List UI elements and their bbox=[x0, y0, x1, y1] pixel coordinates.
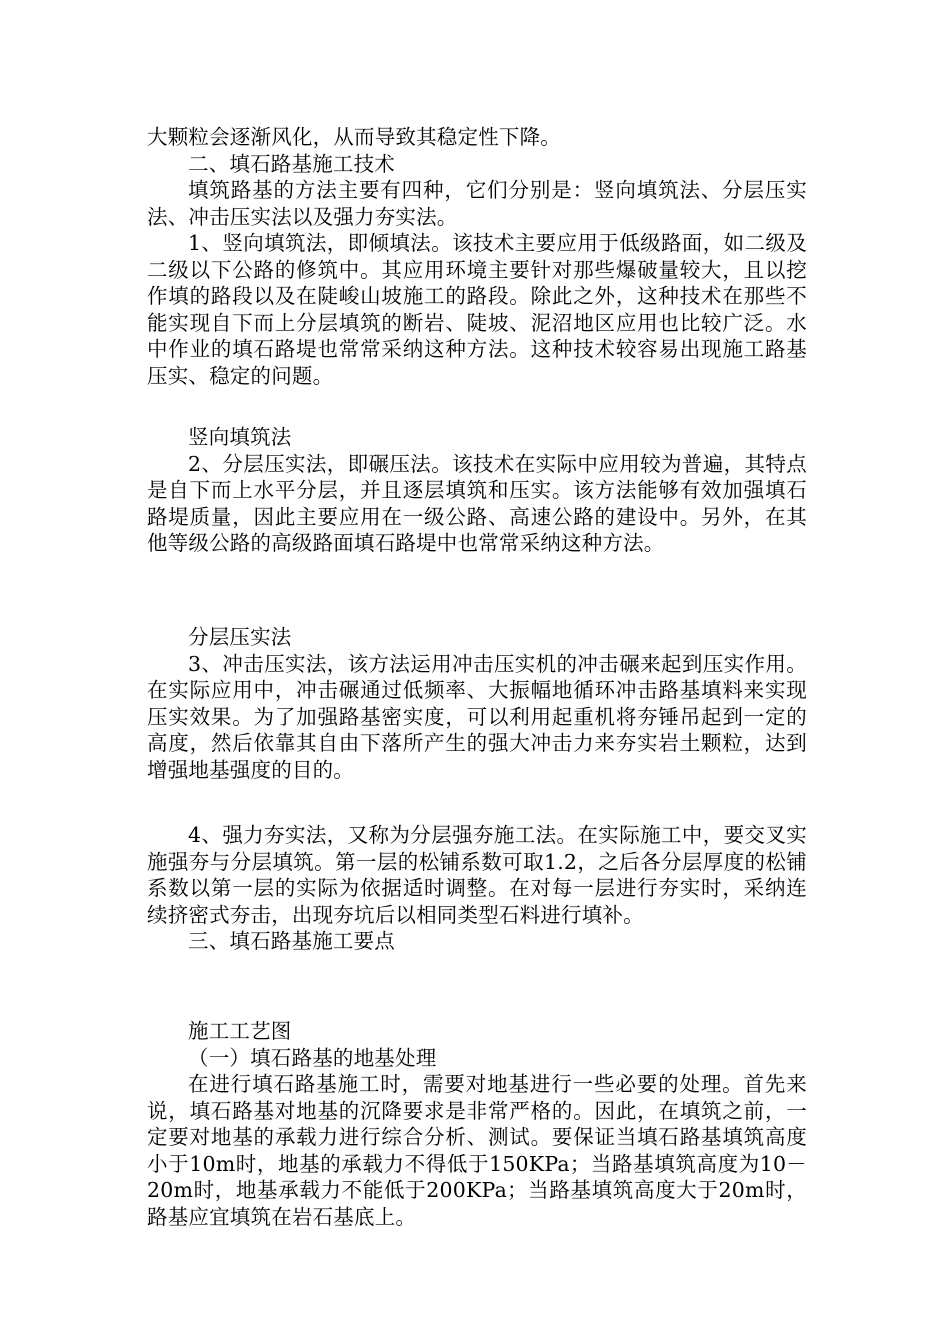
figure-caption-vertical-filling: 竖向填筑法 bbox=[188, 425, 292, 449]
text-section-4 bbox=[147, 822, 807, 955]
section-heading-3: 三、填石路基施工要点 bbox=[188, 929, 395, 953]
text-section-5 bbox=[147, 1018, 807, 1230]
text-section-3 bbox=[147, 624, 807, 783]
paragraph-dynamic-compaction: 4、强力夯实法，又称为分层强夯施工法。在实际施工中，要交叉实施强夯与分层填筑。第一层的松铺系数可取1.2，之后各分层厚度的松铺系数以第一层的实际为依据适时调整。在对每一层进行夯实时，采纳连续挤密式夯击，出现夯坑后以相同类型石料进行填补。 bbox=[147, 823, 807, 927]
text-section-1 bbox=[147, 124, 807, 389]
figure-caption-layered-compaction: 分层压实法 bbox=[188, 625, 292, 649]
paragraph-vertical-filling: 1、竖向填筑法，即倾填法。该技术主要应用于低级路面，如二级及二级以下公路的修筑中。其应用环境主要针对那些爆破量较大，且以挖作填的路段以及在陡峻山坡施工的路段。除此之外，这种技术在那些不能实现自下而上分层填筑的断岩、陡坡、泥沼地区应用也比较广泛。水中作业的填石路堤也常常采纳这种方法。这种技术较容易出现施工路基压实、稳定的问题。 bbox=[147, 231, 807, 388]
subsection-heading-1: （一）填石路基的地基处理 bbox=[188, 1045, 437, 1070]
text-section-2 bbox=[147, 424, 807, 557]
paragraph-foundation-treatment: 在进行填石路基施工时，需要对地基进行一些必要的处理。首先来说，填石路基对地基的沉降要求是非常严格的。因此，在填筑之前，一定要对地基的承载力进行综合分析、测试。要保证当填石路基填筑高度小于10m时，地基的承载力不得低于150KPa；当路基填筑高度为10－20m时，地基承载力不能低于200KPa；当路基填筑高度大于20m时，路基应宜填筑在岩石基底上。 bbox=[147, 1072, 807, 1229]
paragraph-methods-overview: 填筑路基的方法主要有四种，它们分别是：竖向填筑法、分层压实法、冲击压实法以及强力夯实法。 bbox=[147, 178, 807, 229]
section-heading-2: 二、填石路基施工技术 bbox=[188, 151, 395, 176]
paragraph-layered-compaction: 2、分层压实法，即碾压法。该技术在实际中应用较为普遍，其特点是自下而上水平分层，并且逐层填筑和压实。该方法能够有效加强填石路堤质量，因此主要应用在一级公路、高速公路的建设中。另外，在其他等级公路的高级路面填石路堤中也常常采纳这种方法。 bbox=[147, 451, 807, 555]
paragraph-impact-compaction: 3、冲击压实法，该方法运用冲击压实机的冲击碾来起到压实作用。在实际应用中，冲击碾通过低频率、大振幅地循环冲击路基填料来实现压实效果。为了加强路基密实度，可以利用起重机将夯锤吊起到一定的高度，然后依靠其自由下落所产生的强大冲击力来夯实岩土颗粒，达到增强地基强度的目的。 bbox=[147, 651, 807, 782]
paragraph-continuation: 大颗粒会逐渐风化，从而导致其稳定性下降。 bbox=[147, 125, 561, 149]
figure-caption-process: 施工工艺图 bbox=[188, 1019, 292, 1043]
